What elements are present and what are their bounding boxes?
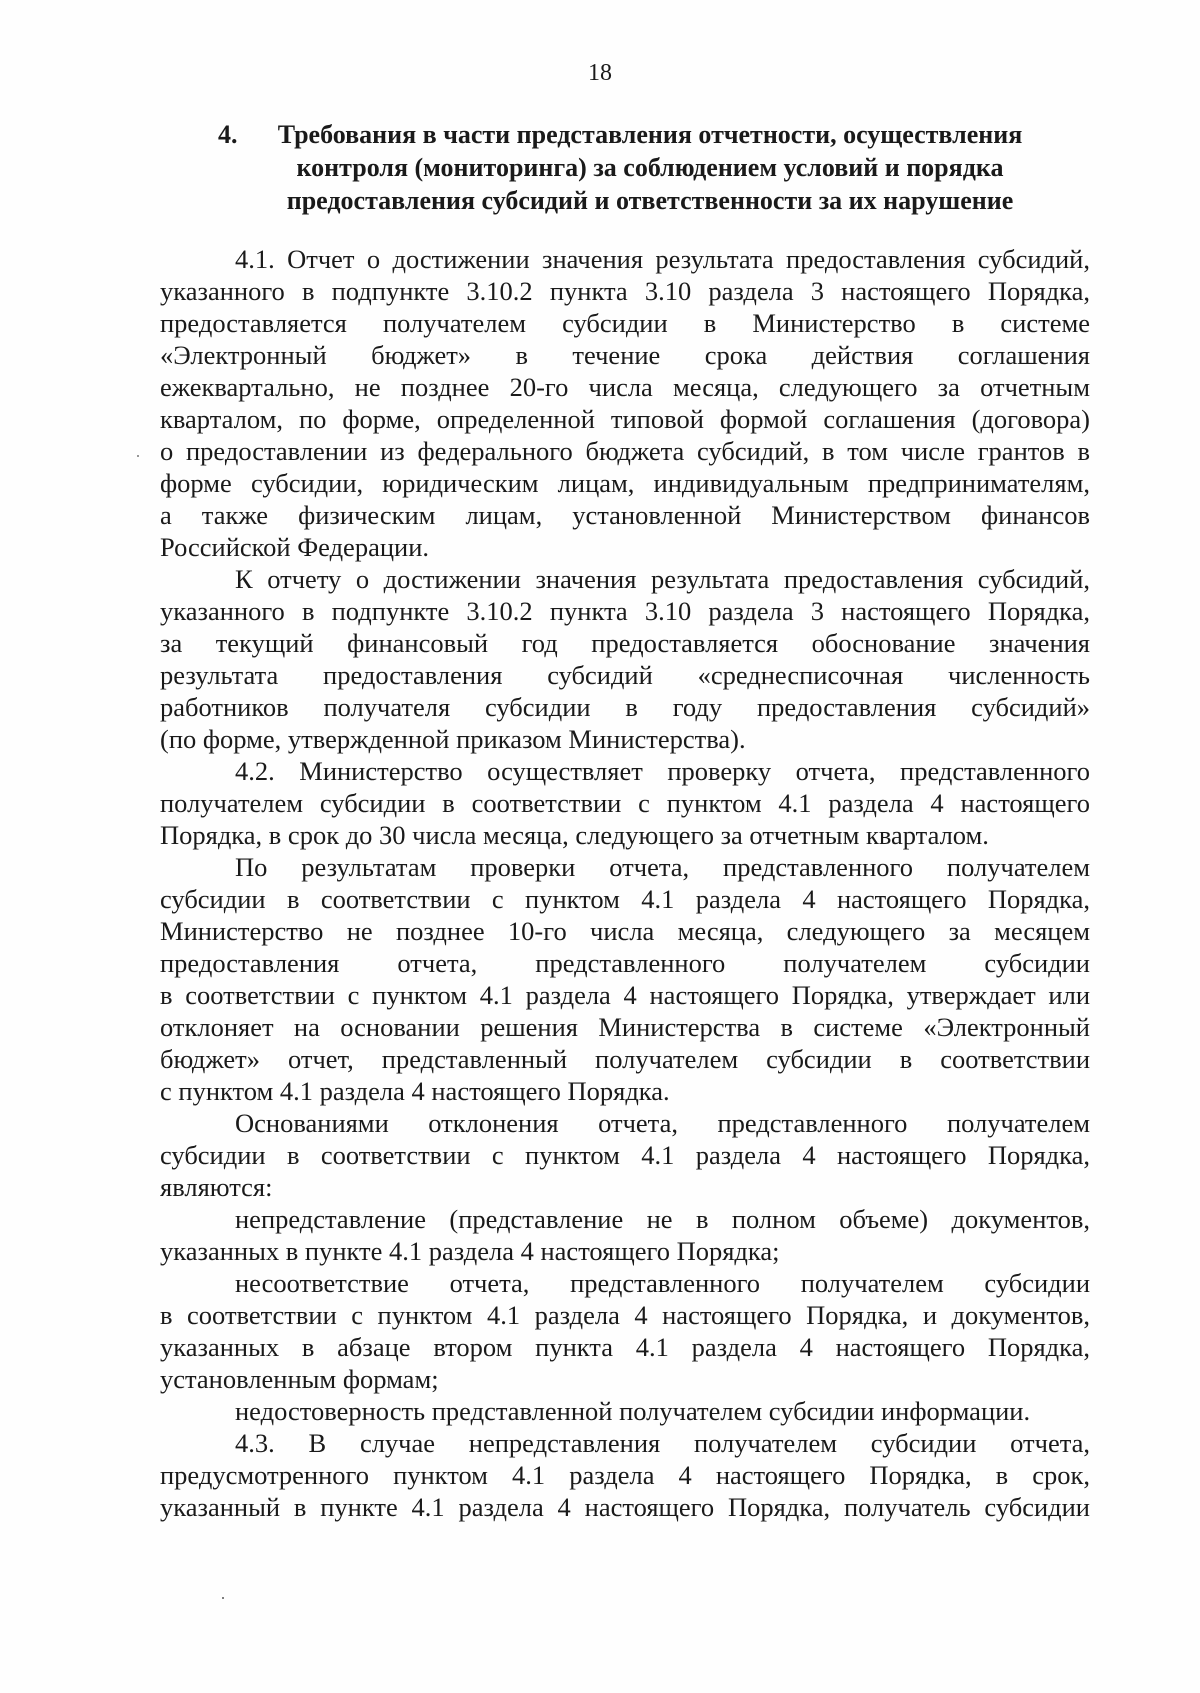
paragraph-line: Министерство не позднее 10-го числа месяца, следующего за месяцем [160, 916, 1090, 946]
paragraph [160, 851, 1090, 1107]
paragraph-line: ежеквартально, не позднее 20-го числа месяца, следующего за отчетным [160, 372, 1090, 402]
paragraph-line: указанных в абзаце втором пункта 4.1 раздела 4 настоящего Порядка, [160, 1332, 1090, 1362]
paragraph-line: 4.2. Министерство осуществляет проверку отчета, представленного [235, 756, 1090, 786]
document-body [160, 243, 1090, 1523]
paragraph-line: непредставление (представление не в полном объеме) документов, [235, 1204, 1090, 1234]
paragraph-line: предоставляется получателем субсидии в Министерство в системе [160, 308, 1090, 338]
paragraph [160, 243, 1090, 563]
paragraph-line: 4.3. В случае непредставления получателем субсидии отчета, [235, 1428, 1090, 1458]
section-heading [200, 118, 1100, 217]
paragraph-line: субсидии в соответствии с пунктом 4.1 раздела 4 настоящего Порядка, [160, 884, 1090, 914]
paragraph-line: Порядка, в срок до 30 числа месяца, следующего за отчетным кварталом. [160, 820, 989, 850]
paragraph [160, 1395, 1090, 1427]
paragraph [160, 1203, 1090, 1267]
paragraph-line: работников получателя субсидии в году предоставления субсидий» [160, 692, 1090, 722]
paragraph [160, 563, 1090, 755]
paragraph-line: отклоняет на основании решения Министерства в системе «Электронный [160, 1012, 1090, 1042]
paragraph-line: указанного в подпункте 3.10.2 пункта 3.10 раздела 3 настоящего Порядка, [160, 596, 1090, 626]
paragraph-line: Основаниями отклонения отчета, представленного получателем [235, 1108, 1090, 1138]
paragraph-line: результата предоставления субсидий «среднесписочная численность [160, 660, 1090, 690]
paragraph-line: установленным формам; [160, 1364, 439, 1394]
paragraph-line: По результатам проверки отчета, представленного получателем [235, 852, 1090, 882]
paragraph [160, 1107, 1090, 1203]
paragraph-line: в соответствии с пунктом 4.1 раздела 4 настоящего Порядка, и документов, [160, 1300, 1090, 1330]
paragraph-line: предоставления отчета, представленного получателем субсидии [160, 948, 1090, 978]
paragraph-line: а также физическим лицам, установленной Министерством финансов [160, 500, 1090, 530]
paragraph [160, 1267, 1090, 1395]
paragraph-line: получателем субсидии в соответствии с пунктом 4.1 раздела 4 настоящего [160, 788, 1090, 818]
paragraph-line: кварталом, по форме, определенной типовой формой соглашения (договора) [160, 404, 1090, 434]
paragraph-line: субсидии в соответствии с пунктом 4.1 раздела 4 настоящего Порядка, [160, 1140, 1090, 1170]
paragraph-line: несоответствие отчета, представленного получателем субсидии [235, 1268, 1090, 1298]
paragraph-line: «Электронный бюджет» в течение срока действия соглашения [160, 340, 1090, 370]
paragraph-line: являются: [160, 1172, 273, 1202]
section-title-line: предоставления субсидий и ответственности за их нарушение [286, 186, 1014, 215]
section-title-line: контроля (мониторинга) за соблюдением условий и порядка [296, 153, 1004, 182]
paragraph-line: с пунктом 4.1 раздела 4 настоящего Порядка. [160, 1076, 670, 1106]
paragraph [160, 1427, 1090, 1523]
paragraph-line: бюджет» отчет, представленный получателем субсидии в соответствии [160, 1044, 1090, 1074]
paragraph-line: в соответствии с пунктом 4.1 раздела 4 настоящего Порядка, утверждает или [160, 980, 1090, 1010]
paragraph-line: К отчету о достижении значения результата предоставления субсидий, [235, 564, 1090, 594]
paragraph-line: недостоверность представленной получателем субсидии информации. [235, 1396, 1031, 1426]
paragraph-line: указанных в пункте 4.1 раздела 4 настоящего Порядка; [160, 1236, 780, 1266]
paragraph-line: указанный в пункте 4.1 раздела 4 настоящего Порядка, получатель субсидии [160, 1492, 1090, 1522]
scan-speck [222, 1597, 224, 1599]
paragraph-line: форме субсидии, юридическим лицам, индивидуальным предпринимателям, [160, 468, 1090, 498]
paragraph-line: о предоставлении из федерального бюджета субсидий, в том числе грантов в [160, 436, 1090, 466]
section-number: 4. [218, 120, 238, 149]
paragraph-line: (по форме, утвержденной приказом Министерства). [160, 724, 746, 754]
section-title [200, 118, 1100, 217]
paragraph-line: Российской Федерации. [160, 532, 429, 562]
paragraph-line: 4.1. Отчет о достижении значения результата предоставления субсидий, [235, 244, 1090, 274]
paragraph-line: за текущий финансовый год предоставляется обоснование значения [160, 628, 1090, 658]
paragraph-line: указанного в подпункте 3.10.2 пункта 3.10 раздела 3 настоящего Порядка, [160, 276, 1090, 306]
section-title-line: Требования в части представления отчетности, осуществления [277, 120, 1023, 149]
page-number: 18 [588, 60, 612, 86]
paragraph [160, 755, 1090, 851]
paragraph-line: предусмотренного пунктом 4.1 раздела 4 настоящего Порядка, в срок, [160, 1460, 1090, 1490]
scan-speck [137, 455, 139, 457]
